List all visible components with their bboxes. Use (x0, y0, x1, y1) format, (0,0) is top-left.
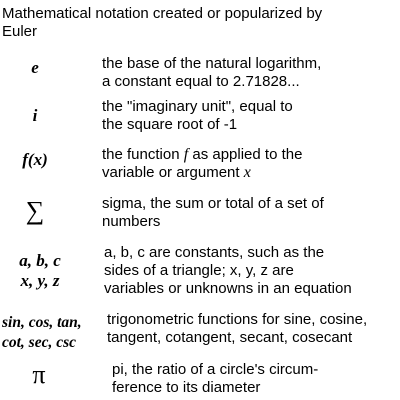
symbol-e: e (31, 58, 39, 77)
symbol-trig: sin, cos, tan, cot, sec, csc (2, 314, 82, 351)
description-e: the base of the natural logarithm, a constant equal to 2.71828... (102, 55, 322, 90)
symbol-i: i (32, 106, 38, 125)
description-function: the function f as applied to the variable or argument x (102, 146, 303, 181)
description-pi: pi, the ratio of a circle's circum- ference to its diameter (112, 361, 319, 396)
title-line-1: Mathematical notation created or popularized by (2, 5, 323, 22)
symbol-variables: a, b, c x, y, z (19, 251, 61, 290)
pi-symbol: π (32, 360, 46, 389)
page-title (2, 5, 398, 41)
description-trig: trigonometric functions for sine, cosine, tangent, cotangent, secant, cosecant (107, 311, 368, 346)
symbol-function: f(x) (22, 150, 48, 169)
title-line-2: Euler (2, 23, 38, 40)
description-sigma: sigma, the sum or total of a set of numbers (102, 195, 324, 230)
sigma-symbol: ∑ (25, 196, 45, 225)
description-i: the "imaginary unit", equal to the square root of -1 (102, 98, 293, 133)
description-variables: a, b, c are constants, such as the sides of a triangle; x, y, z are variables or unknowns in an equation (104, 244, 352, 297)
